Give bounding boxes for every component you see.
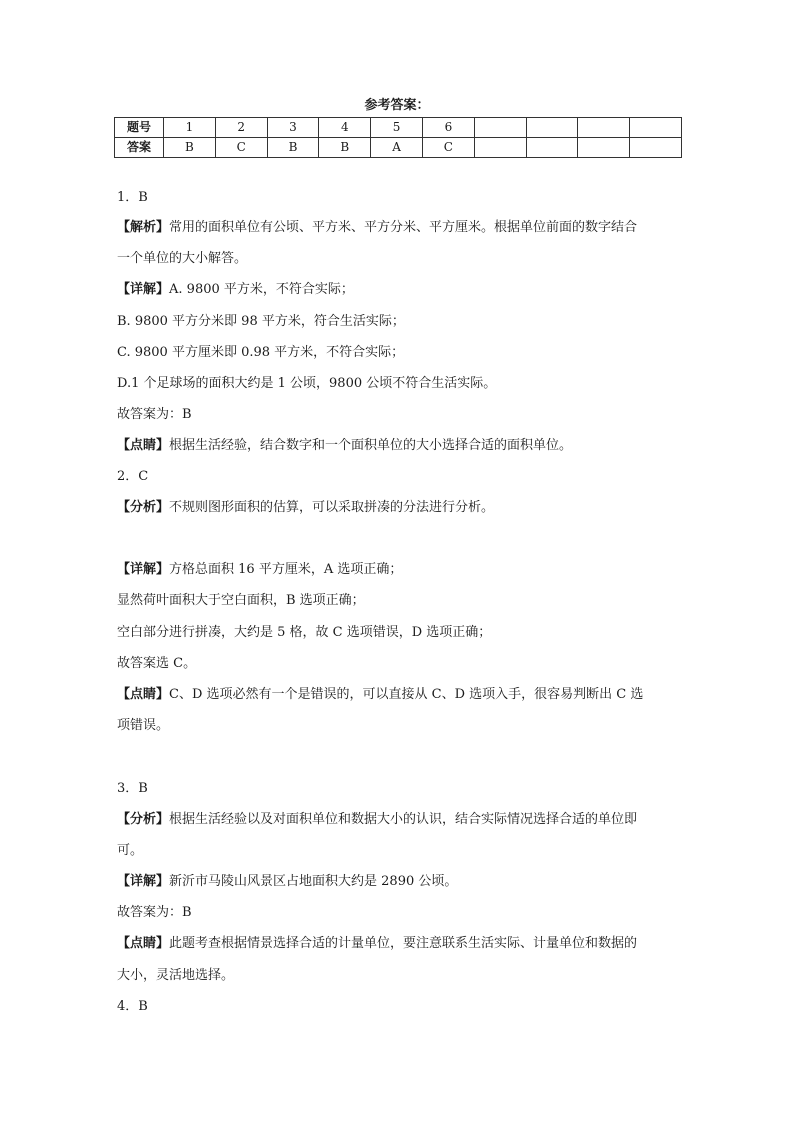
number-cell: 5 (371, 118, 423, 138)
q1-detail-c: C. 9800 平方厘米即 0.98 平方米，不符合实际； (117, 345, 405, 360)
analysis-text: 根据生活经验以及对面积单位和数据大小的认识，结合实际情况选择合适的单位即 (169, 812, 638, 827)
answer-table (114, 117, 682, 158)
q3-analysis-cont: 可。 (117, 843, 144, 858)
comment-text: C、D 选项必然有一个是错误的，可以直接从 C、D 选项入手，很容易判断出 C 选 (169, 687, 644, 702)
row-label-number: 题号 (115, 118, 164, 138)
number-cell: 4 (319, 118, 371, 138)
q1-detail-d: D.1 个足球场的面积大约是 1 公顷，9800 公顷不符合生活实际。 (117, 376, 497, 391)
answer-cell (578, 138, 630, 158)
number-cell (526, 118, 578, 138)
detail-text: A. 9800 平方米，不符合实际； (169, 282, 354, 297)
question-number-row (115, 118, 682, 138)
number-cell: 3 (267, 118, 319, 138)
analysis-tag: 【分析】 (117, 812, 170, 827)
comment-tag: 【点睛】 (117, 438, 170, 453)
answer-cell: B (164, 138, 216, 158)
q1-comment (117, 436, 572, 456)
q1-answer: 故答案为：B (117, 407, 192, 422)
q2-detail (117, 560, 402, 580)
q4-heading: 4．B (117, 999, 148, 1014)
q2-comment (117, 685, 643, 705)
answer-cell (630, 138, 682, 158)
analysis-tag: 【解析】 (117, 220, 170, 235)
analysis-text: 不规则图形面积的估算，可以采取拼凑的分法进行分析。 (169, 500, 495, 515)
number-cell: 6 (422, 118, 474, 138)
answer-cell: C (422, 138, 474, 158)
q1-analysis-cont: 一个单位的大小解答。 (117, 251, 248, 266)
answer-cell (526, 138, 578, 158)
number-cell: 1 (164, 118, 216, 138)
answer-cell: B (267, 138, 319, 158)
number-cell: 2 (215, 118, 267, 138)
q2-detail-b: 显然荷叶面积大于空白面积，B 选项正确； (117, 593, 365, 608)
q3-analysis (117, 810, 637, 830)
row-label-answer: 答案 (115, 138, 164, 158)
q2-analysis (117, 498, 494, 518)
q3-comment-cont: 大小，灵活地选择。 (117, 968, 235, 983)
comment-text: 根据生活经验，结合数字和一个面积单位的大小选择合适的面积单位。 (169, 438, 573, 453)
comment-text: 此题考查根据情景选择合适的计量单位，要注意联系生活实际、计量单位和数据的 (169, 936, 638, 951)
answer-cell: C (215, 138, 267, 158)
detail-text: 方格总面积 16 平方厘米，A 选项正确； (169, 562, 403, 577)
number-cell (630, 118, 682, 138)
q1-detail-b: B. 9800 平方分米即 98 平方米，符合生活实际； (117, 314, 405, 329)
comment-tag: 【点睛】 (117, 687, 170, 702)
comment-tag: 【点睛】 (117, 936, 170, 951)
q3-detail (117, 872, 457, 892)
q3-comment (117, 934, 637, 954)
q2-detail-c: 空白部分进行拼凑，大约是 5 格，故 C 选项错误，D 选项正确； (117, 625, 492, 640)
detail-tag: 【详解】 (117, 282, 170, 297)
analysis-text: 常用的面积单位有公顷、平方米、平方分米、平方厘米。根据单位前面的数字结合 (169, 220, 638, 235)
q1-detail (117, 280, 354, 300)
detail-tag: 【详解】 (117, 874, 170, 889)
q3-answer: 故答案为：B (117, 905, 192, 920)
q2-heading: 2．C (117, 469, 149, 484)
answer-cell: B (319, 138, 371, 158)
answer-key-title: 参考答案： (364, 98, 430, 113)
answer-cell (474, 138, 526, 158)
number-cell (474, 118, 526, 138)
q1-analysis (117, 218, 637, 238)
q2-comment-cont: 项错误。 (117, 718, 170, 733)
answer-row (115, 138, 682, 158)
q1-heading: 1．B (117, 190, 148, 205)
detail-tag: 【详解】 (117, 562, 170, 577)
q2-answer: 故答案选 C。 (117, 656, 197, 671)
number-cell (578, 118, 630, 138)
answer-cell: A (371, 138, 423, 158)
detail-text: 新沂市马陵山风景区占地面积大约是 2890 公顷。 (169, 874, 458, 889)
q3-heading: 3．B (117, 781, 148, 796)
analysis-tag: 【分析】 (117, 500, 170, 515)
